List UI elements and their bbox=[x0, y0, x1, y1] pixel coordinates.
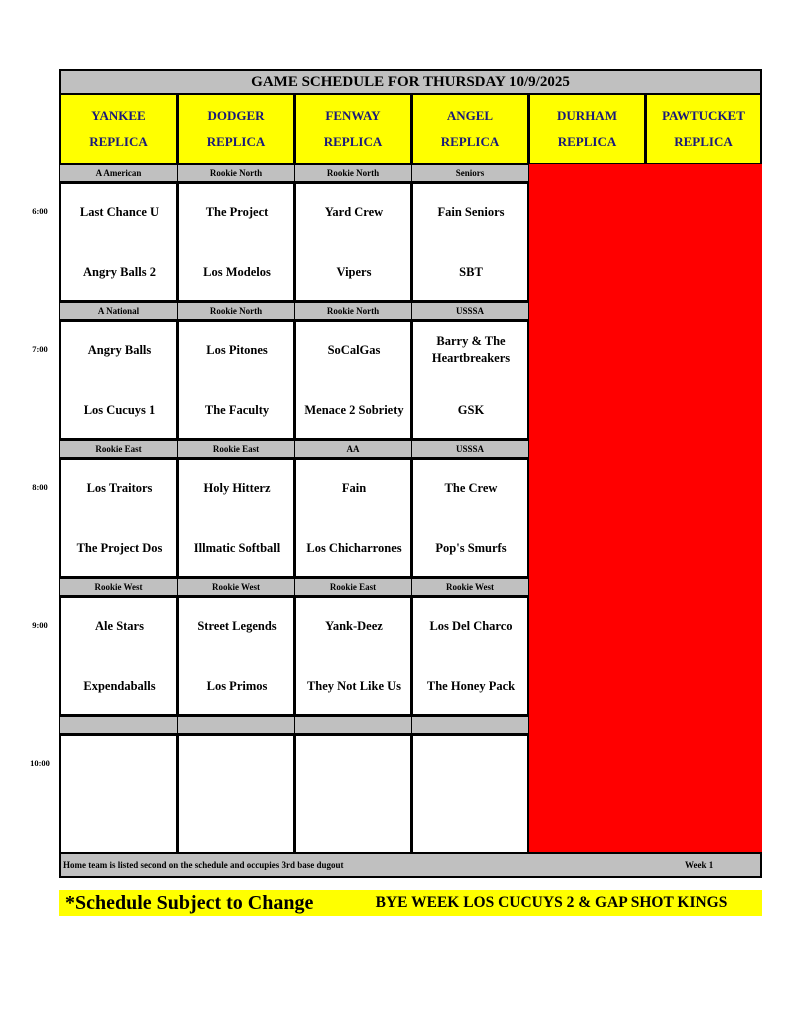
home-team-note: Home team is listed second on the schedule and occupies 3rd base dugout bbox=[63, 860, 344, 870]
division-label: Rookie West bbox=[177, 578, 295, 596]
division-label: A National bbox=[59, 302, 178, 320]
away-team bbox=[415, 746, 527, 782]
closed-fields-block bbox=[528, 164, 762, 854]
home-team: Los Modelos bbox=[203, 264, 271, 279]
division-label: USSSA bbox=[411, 302, 529, 320]
division-label: Rookie North bbox=[177, 302, 295, 320]
home-team: Pop's Smurfs bbox=[435, 540, 507, 555]
away-team: Holy Hitterz bbox=[203, 480, 271, 495]
game-cell bbox=[59, 596, 178, 716]
time-label: 7:00 bbox=[32, 344, 48, 354]
home-team: GSK bbox=[457, 402, 485, 417]
game-cell bbox=[294, 458, 412, 578]
field-name: PAWTUCKET bbox=[662, 108, 745, 123]
game-cell bbox=[177, 182, 295, 302]
division-label: Rookie West bbox=[411, 578, 529, 596]
field-name: DODGER bbox=[207, 108, 265, 123]
division-label: USSSA bbox=[411, 440, 529, 458]
division-label bbox=[294, 716, 412, 734]
field-name: DURHAM bbox=[557, 108, 617, 123]
home-team: Angry Balls 2 bbox=[83, 264, 156, 279]
away-team: Yard Crew bbox=[324, 204, 384, 219]
field-sub: REPLICA bbox=[674, 134, 733, 149]
game-cell bbox=[177, 320, 295, 440]
away-team: The Crew bbox=[444, 480, 498, 495]
field-sub: REPLICA bbox=[440, 134, 500, 149]
time-label: 10:00 bbox=[30, 758, 50, 768]
home-team: Los Primos bbox=[206, 678, 268, 693]
away-team: Angry Balls bbox=[87, 342, 152, 357]
away-team: Los Pitones bbox=[206, 342, 268, 357]
home-team: Menace 2 Sobriety bbox=[304, 402, 404, 417]
field-header-fenway bbox=[294, 95, 412, 165]
division-label: AA bbox=[294, 440, 412, 458]
field-sub: REPLICA bbox=[89, 134, 148, 149]
game-cell bbox=[411, 596, 529, 716]
field-header-dodger bbox=[177, 95, 295, 165]
division-label: Rookie West bbox=[59, 578, 178, 596]
home-team: The Honey Pack bbox=[426, 678, 516, 693]
away-team bbox=[63, 746, 176, 782]
division-label: Rookie North bbox=[294, 164, 412, 182]
field-header-durham bbox=[528, 95, 646, 165]
game-cell bbox=[294, 182, 412, 302]
home-team: Illmatic Softball bbox=[193, 540, 281, 555]
game-cell bbox=[59, 182, 178, 302]
field-name: ANGEL bbox=[446, 108, 494, 123]
field-header-yankee bbox=[59, 95, 178, 165]
away-team: Los Del Charco bbox=[429, 618, 513, 633]
division-label bbox=[59, 716, 178, 734]
game-cell bbox=[411, 182, 529, 302]
home-team: Los Cucuys 1 bbox=[83, 402, 156, 417]
division-label: Rookie North bbox=[177, 164, 295, 182]
home-team: The Faculty bbox=[204, 402, 270, 417]
division-label: Seniors bbox=[411, 164, 529, 182]
game-cell bbox=[59, 458, 178, 578]
time-label: 6:00 bbox=[32, 206, 48, 216]
away-team: Fain bbox=[341, 480, 367, 495]
game-cell bbox=[411, 320, 529, 440]
away-team bbox=[181, 746, 293, 782]
week-label: Week 1 bbox=[685, 860, 714, 870]
away-team: SoCalGas bbox=[327, 342, 381, 357]
division-label: Rookie East bbox=[59, 440, 178, 458]
home-team: Vipers bbox=[336, 264, 372, 279]
game-cell bbox=[59, 734, 178, 854]
game-cell bbox=[411, 734, 529, 854]
away-team: Last Chance U bbox=[79, 204, 160, 219]
field-name: FENWAY bbox=[325, 108, 381, 123]
home-team: They Not Like Us bbox=[306, 678, 402, 693]
home-team bbox=[415, 806, 527, 842]
page-title: GAME SCHEDULE FOR THURSDAY 10/9/2025 bbox=[59, 69, 762, 95]
away-team: Fain Seniors bbox=[437, 204, 505, 219]
game-cell bbox=[294, 596, 412, 716]
away-team: Los Traitors bbox=[86, 480, 153, 495]
field-sub: REPLICA bbox=[323, 134, 383, 149]
away-team bbox=[298, 746, 410, 782]
field-header-pawtucket bbox=[645, 95, 762, 165]
home-team: Los Chicharrones bbox=[306, 540, 402, 555]
field-header-angel bbox=[411, 95, 529, 165]
home-team bbox=[63, 806, 176, 842]
game-cell bbox=[177, 458, 295, 578]
game-cell bbox=[59, 320, 178, 440]
field-sub: REPLICA bbox=[557, 134, 617, 149]
game-cell bbox=[294, 734, 412, 854]
home-team bbox=[298, 806, 410, 842]
division-label bbox=[411, 716, 529, 734]
division-label bbox=[177, 716, 295, 734]
field-name: YANKEE bbox=[91, 108, 146, 123]
division-label: A American bbox=[59, 164, 178, 182]
schedule-change-notice: *Schedule Subject to Change bbox=[59, 890, 341, 916]
away-team: The Project bbox=[205, 204, 269, 219]
bye-week-notice: BYE WEEK LOS CUCUYS 2 & GAP SHOT KINGS bbox=[341, 890, 762, 916]
away-team: Barry & The Heartbreakers bbox=[431, 334, 511, 365]
division-label: Rookie North bbox=[294, 302, 412, 320]
time-label: 9:00 bbox=[32, 620, 48, 630]
game-cell bbox=[411, 458, 529, 578]
division-label: Rookie East bbox=[294, 578, 412, 596]
division-label: Rookie East bbox=[177, 440, 295, 458]
game-cell bbox=[177, 734, 295, 854]
away-team: Street Legends bbox=[197, 618, 277, 633]
game-cell bbox=[177, 596, 295, 716]
schedule-footer bbox=[59, 852, 762, 878]
game-cell bbox=[294, 320, 412, 440]
field-sub: REPLICA bbox=[206, 134, 266, 149]
away-team: Ale Stars bbox=[95, 618, 144, 633]
home-team: The Project Dos bbox=[76, 540, 163, 555]
home-team bbox=[181, 806, 293, 842]
home-team: SBT bbox=[459, 264, 483, 279]
time-label: 8:00 bbox=[32, 482, 48, 492]
away-team: Yank-Deez bbox=[325, 618, 383, 633]
home-team: Expendaballs bbox=[83, 678, 156, 693]
